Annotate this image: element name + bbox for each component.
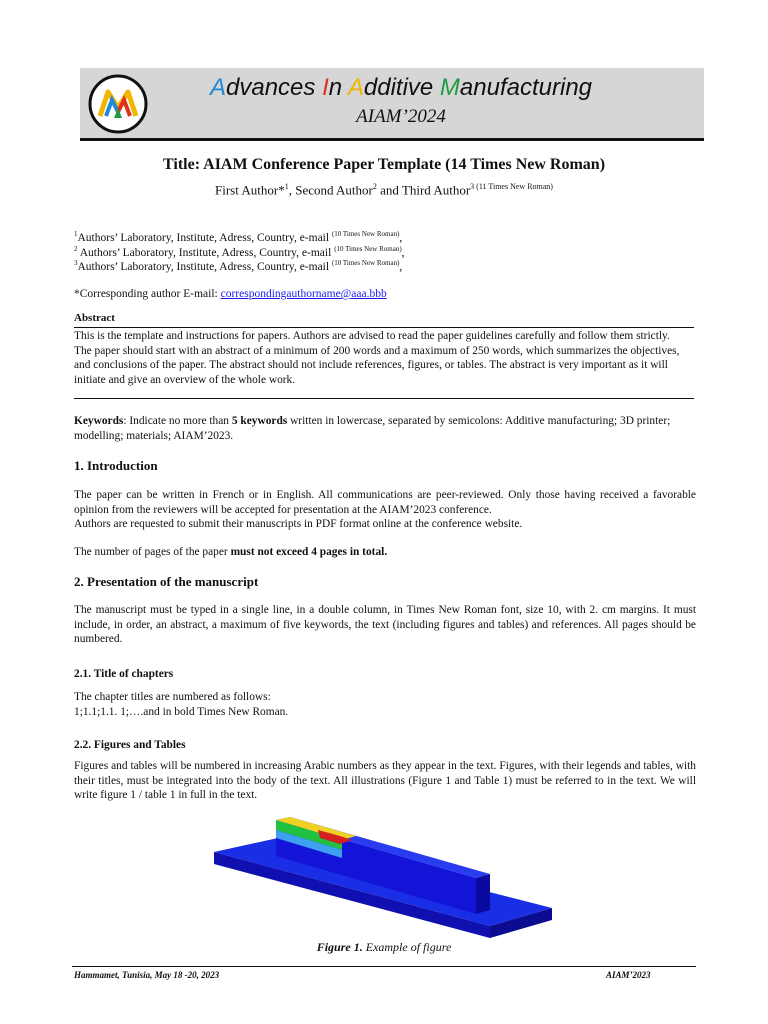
title-word-n: n xyxy=(328,74,348,101)
intro-paragraph-1: The paper can be written in French or in English. All communications are peer-reviewed. Only those having received a favorable opinion from the reviewers will be accepted for presentation at the AIAM’2023 conference. xyxy=(74,489,696,516)
title-letter-a: A xyxy=(209,74,226,101)
affiliation-text: Authors’ Laboratory, Institute, Adress, Country, e-mail xyxy=(77,231,332,244)
keywords xyxy=(74,414,704,443)
subsection-heading-figures-tables: 2.2. Figures and Tables xyxy=(74,739,186,751)
journal-title xyxy=(186,74,616,102)
author-2: , Second Author xyxy=(288,182,373,198)
affiliation-1 xyxy=(74,230,402,244)
figures-paragraph: Figures and tables will be numbered in increasing Arabic numbers as they appear in the text. Figures, with their legends and tables, with their titles, must be integrated into the body of the text. All illustrations (Figure 1 and Table 1) must be referred to in the text. We will write figure 1 / table 1 in full in the text. xyxy=(74,760,696,801)
keywords-text-pre: : Indicate no more than xyxy=(123,415,232,427)
affiliation-note: (10 Times New Roman) xyxy=(331,230,400,238)
subsection-heading-title-chapters: 2.1. Title of chapters xyxy=(74,668,174,680)
title-word-dditive: dditive xyxy=(363,74,440,101)
presentation-paragraph: The manuscript must be typed in a single line, in a double column, in Times New Roman font, size 10, with 2. cm margins. It must include, in order, an abstract, a maximum of five keywords, the text (including figures and tables) and references. All pages should be numbered. xyxy=(74,604,696,645)
abstract-paragraph-2: The paper should start with an abstract of a minimum of 200 words and a maximum of 250 words, which summarizes the objectives, and conclusions of the paper. The abstract should not include references, figures, or tables. The abstract is very important as it will initiate and give an overview of the whole work. xyxy=(74,344,680,386)
title-letter-i: I xyxy=(322,74,329,101)
author-font-note: (11 Times New Roman) xyxy=(474,182,553,191)
abstract-heading: Abstract xyxy=(74,312,115,324)
keywords-label: Keywords xyxy=(74,415,124,427)
corresponding-email-link[interactable]: correspondingauthorname@aaa.bbb xyxy=(220,288,387,300)
affiliation-note: (10 Times New Roman) xyxy=(331,259,400,267)
affiliation-sup: 1 xyxy=(74,230,78,238)
corresponding-author xyxy=(74,288,387,300)
affiliation-sup: 2 xyxy=(74,245,78,253)
abstract-body xyxy=(74,329,694,387)
affiliation-text: Authors’ Laboratory, Institute, Adress, Country, e-mail xyxy=(77,260,332,273)
keywords-text-post: written in lowercase, separated by semicolons: Additive manufacturing; 3D printer; modelling; materials; AIAM’2023. xyxy=(74,415,671,442)
figure-label: Figure 1. xyxy=(316,940,363,954)
wall-end xyxy=(476,874,490,914)
figure-caption-text: Example of figure xyxy=(362,940,452,954)
affiliation-end: , xyxy=(399,260,403,273)
section-heading-presentation: 2. Presentation of the manuscript xyxy=(74,574,259,589)
intro-paragraph xyxy=(74,488,696,532)
intro-pages-note xyxy=(74,545,696,560)
chapters-paragraph-1: The chapter titles are numbered as follows: xyxy=(74,691,271,703)
affiliation-note: (10 Times New Roman) xyxy=(334,245,402,253)
title-word-dvances: dvances xyxy=(226,74,323,101)
keywords-bold: 5 keywords xyxy=(231,415,288,427)
author-3-sup: 3 xyxy=(470,182,475,191)
chapters-paragraph xyxy=(74,690,696,719)
affiliation-3 xyxy=(74,259,402,273)
title-word-anufacturing: anufacturing xyxy=(459,74,593,101)
journal-header xyxy=(80,68,704,141)
section-heading-introduction: 1. Introduction xyxy=(74,458,158,473)
corresponding-label: *Corresponding author E-mail: xyxy=(74,288,221,300)
footer-rule xyxy=(72,966,696,967)
aiam-logo xyxy=(88,74,148,134)
affiliation-sup: 3 xyxy=(74,259,78,267)
abstract-rule-top xyxy=(74,327,694,328)
author-1-sup: 1 xyxy=(284,182,289,191)
figure-1-caption xyxy=(0,940,768,955)
author-1: First Author* xyxy=(215,182,285,198)
affiliation-2 xyxy=(74,245,405,259)
intro-pages-bold: must not exceed 4 pages in total. xyxy=(230,546,388,558)
author-3: and Third Author xyxy=(376,182,471,198)
paper-title: Title: AIAM Conference Paper Template (14 Times New Roman) xyxy=(162,156,606,173)
title-letter-m: M xyxy=(439,74,460,101)
abstract-rule-bottom xyxy=(74,398,694,399)
conference-code: AIAM’2024 xyxy=(356,106,446,127)
author-2-sup: 2 xyxy=(372,182,377,191)
footer-location: Hammamet, Tunisia, May 18 -20, 2023 xyxy=(74,970,220,980)
author-line xyxy=(0,182,768,198)
figure-1-image xyxy=(210,814,560,938)
footer-conference: AIAM’2023 xyxy=(606,970,651,980)
chapters-paragraph-2: 1;1.1;1.1. 1;….and in bold Times New Roman. xyxy=(74,705,289,718)
affiliation-end: , xyxy=(399,231,403,244)
intro-paragraph-2: Authors are requested to submit their manuscripts in PDF format online at the conference website. xyxy=(74,518,523,530)
intro-pages-text: The number of pages of the paper xyxy=(74,546,231,558)
title-letter-a2: A xyxy=(347,74,364,101)
abstract-paragraph-1: This is the template and instructions for papers. Authors are advised to read the paper guidelines carefully and follow them strictly. xyxy=(74,330,670,342)
affiliation-end: , xyxy=(401,246,405,259)
affiliation-text: Authors’ Laboratory, Institute, Adress, Country, e-mail xyxy=(77,246,335,259)
